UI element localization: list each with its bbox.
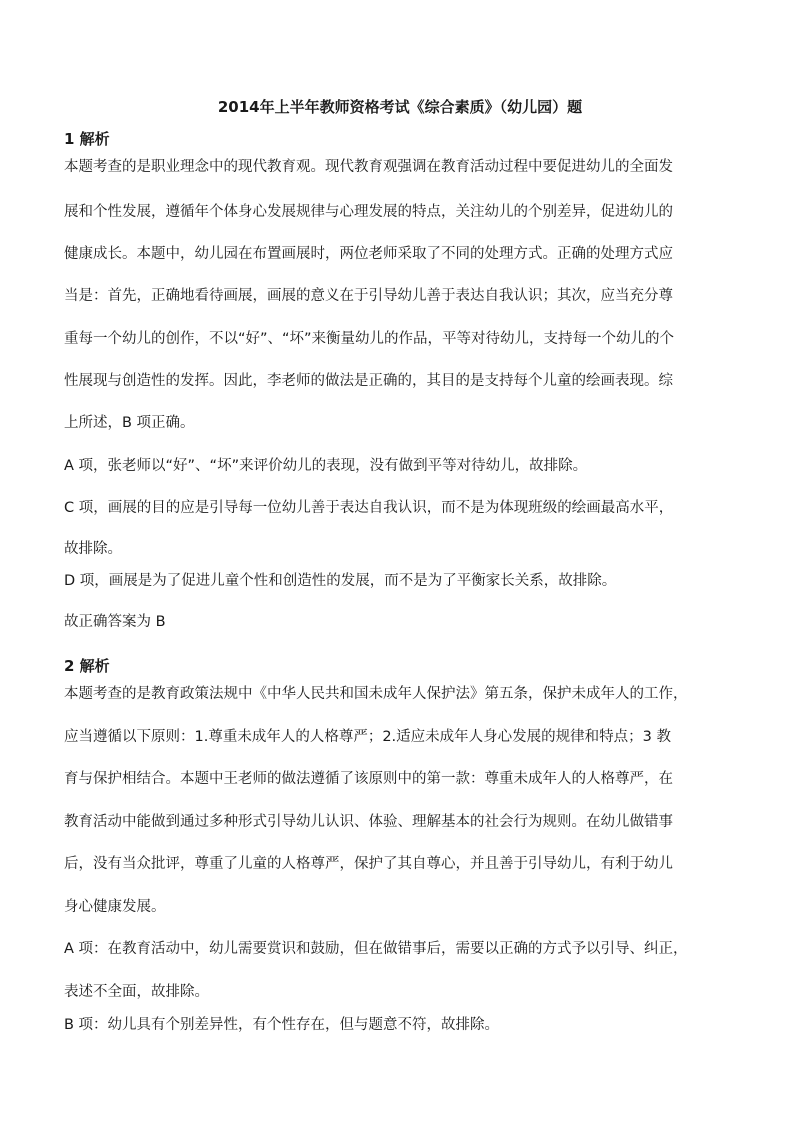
section-1-line-2: 展和个性发展，遵循年个体身心发展规律与心理发展的特点，关注幼儿的个别差异，促进幼儿的 [64,204,673,220]
section-1-line-7: 上所述，B 项正确。 [64,415,195,431]
section-1-line-4: 当是：首先，正确地看待画展，画展的意义在于引导幼儿善于表达自我认识；其次，应当充分尊 [64,288,673,304]
section-1-option-c: C 项，画展的目的应是引导每一位幼儿善于表达自我认识，而不是为体现班级的绘画最高水平， [64,500,674,516]
section-2-heading: 2 解析 [64,657,110,675]
section-2-line-6: 身心健康发展。 [64,899,166,915]
document-title: 2014年上半年教师资格考试《综合素质》（幼儿园）题 [217,98,583,116]
section-2-line-3: 育与保护相结合。本题中王老师的做法遵循了该原则中的第一款：尊重未成年人的人格尊严，在 [64,771,673,787]
section-2-line-5: 后，没有当众批评，尊重了儿童的人格尊严，保护了其自尊心，并且善于引导幼儿，有利于幼儿 [64,856,673,872]
section-2-option-a: A 项：在教育活动中，幼儿需要赏识和鼓励，但在做错事后，需要以正确的方式予以引导、纠正， [64,941,688,957]
section-1-line-6: 性展现与创造性的发挥。因此，李老师的做法是正确的，其目的是支持每个儿童的绘画表现。综 [64,373,673,389]
section-1-option-d: D 项，画展是为了促进儿童个性和创造性的发展，而不是为了平衡家长关系，故排除。 [64,573,617,589]
section-1-line-5: 重每一个幼儿的创作，不以“好”、“坏”来衡量幼儿的作品，平等对待幼儿，支持每一个幼儿的个 [64,331,675,347]
section-2-line-1: 本题考查的是教育政策法规中《中华人民共和国未成年人保护法》第五条，保护未成年人的工作， [64,686,688,702]
section-1-line-1: 本题考查的是职业理念中的现代教育观。现代教育观强调在教育活动过程中要促进幼儿的全面发 [64,159,673,175]
section-2-option-a-cont: 表述不全面，故排除。 [64,984,209,1000]
section-2-line-4: 教育活动中能做到通过多种形式引导幼儿认识、体验、理解基本的社会行为规则。在幼儿做错事 [64,814,673,830]
section-1-line-3: 健康成长。本题中，幼儿园在布置画展时，两位老师采取了不同的处理方式。正确的处理方式应 [64,246,673,262]
section-2-option-b: B 项：幼儿具有个别差异性，有个性存在，但与题意不符，故排除。 [64,1017,500,1033]
section-1-option-a: A 项，张老师以“好”、“坏”来评价幼儿的表现，没有做到平等对待幼儿，故排除。 [64,458,588,474]
section-1-answer: 故正确答案为 B [64,614,166,630]
section-1-heading: 1 解析 [64,130,110,148]
section-2-line-2: 应当遵循以下原则：1.尊重未成年人的人格尊严；2.适应未成年人身心发展的规律和特点；3 教 [64,729,671,745]
section-1-option-c-cont: 故排除。 [64,541,122,557]
